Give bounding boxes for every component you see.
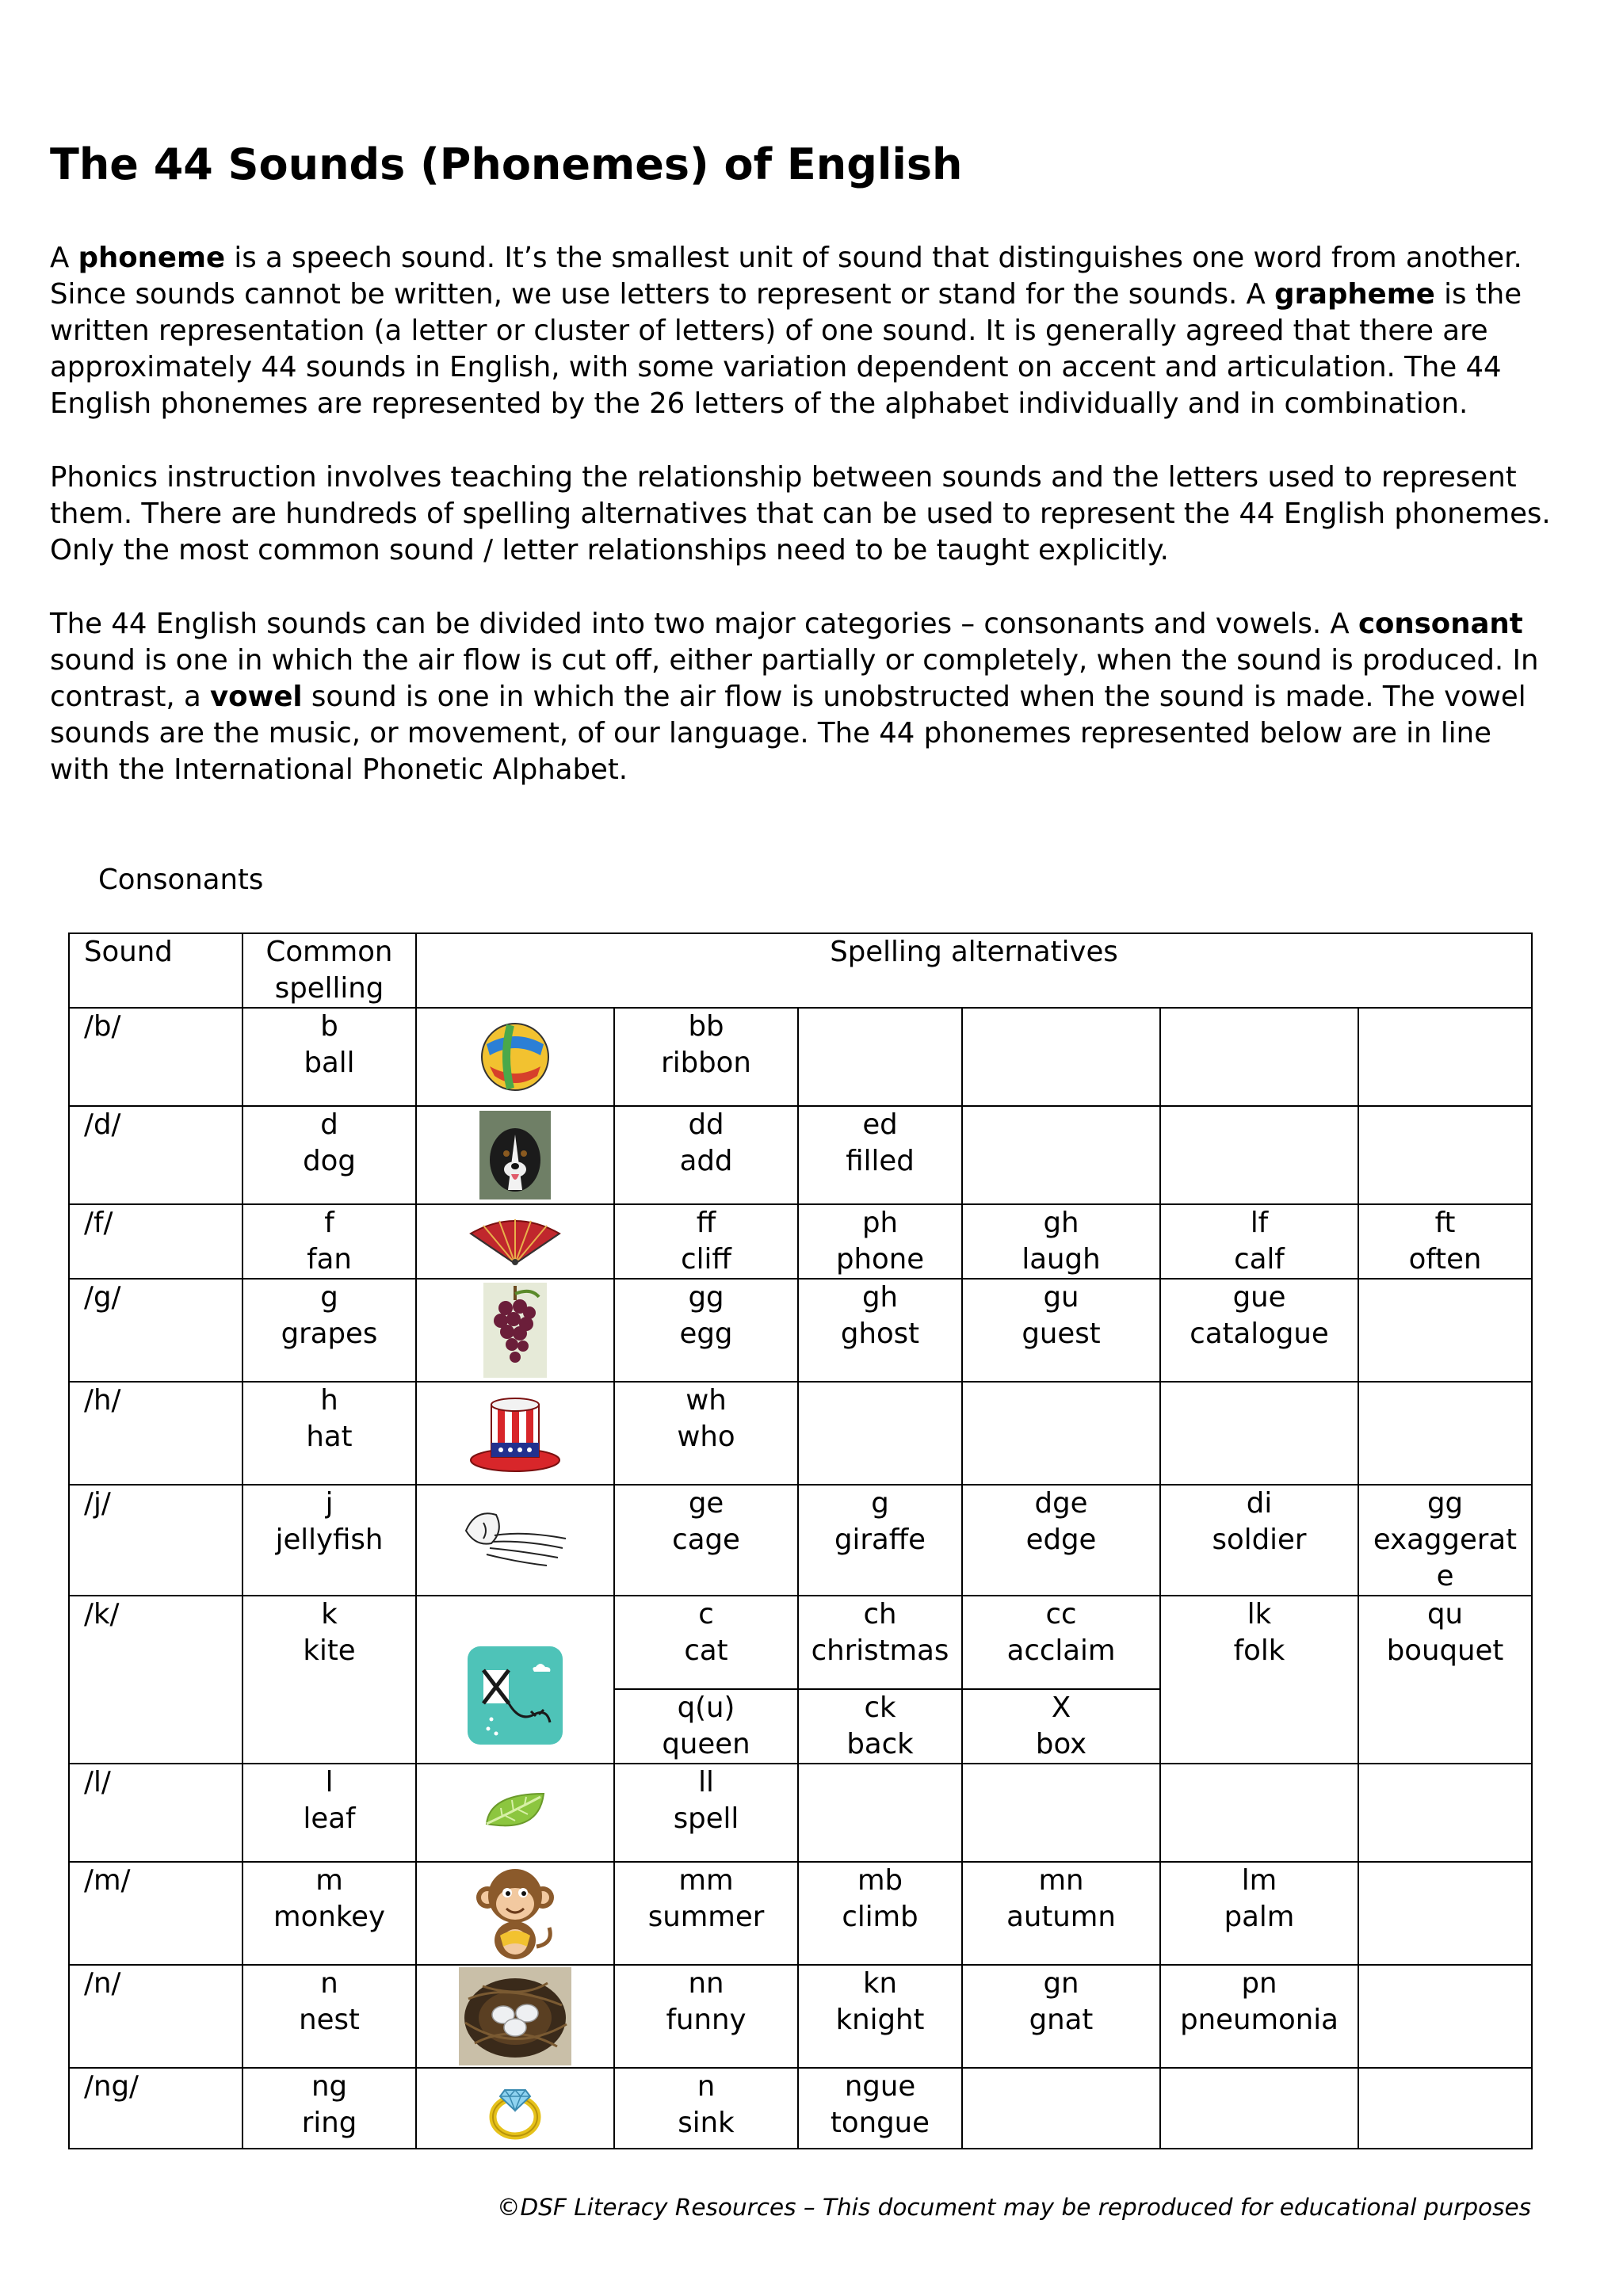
- table-row: [69, 1279, 1532, 1382]
- alt-spelling-cell: [962, 1764, 1160, 1862]
- alt-spelling-cell: [1358, 2068, 1532, 2149]
- picture-cell: [416, 1106, 614, 1204]
- table-row: [69, 1106, 1532, 1204]
- picture-cell: [416, 1596, 614, 1764]
- alt-spelling-cell: [1160, 1382, 1358, 1485]
- common-spelling-cell: h hat: [242, 1382, 416, 1485]
- picture-cell: [416, 1008, 614, 1106]
- alt-spelling-cell: dge edge: [962, 1485, 1160, 1596]
- alt-spelling-cell: lf calf: [1160, 1204, 1358, 1279]
- ball-icon: [479, 1020, 552, 1093]
- common-spelling-cell: g grapes: [242, 1279, 416, 1382]
- alt-spelling-cell: kn knight: [798, 1965, 962, 2068]
- alt-spelling-cell: mm summer: [614, 1862, 798, 1965]
- table-row: [69, 1596, 1532, 1689]
- common-spelling-cell: l leaf: [242, 1764, 416, 1862]
- alt-spelling-cell: wh who: [614, 1382, 798, 1485]
- alt-spelling-cell: [962, 1008, 1160, 1106]
- alt-spelling-cell: [962, 2068, 1160, 2149]
- page-title: The 44 Sounds (Phonemes) of English: [50, 139, 963, 189]
- term-phoneme: phoneme: [78, 242, 226, 274]
- common-spelling-cell: b ball: [242, 1008, 416, 1106]
- alt-spelling-cell: gh ghost: [798, 1279, 962, 1382]
- table-row: [69, 1862, 1532, 1965]
- alt-spelling-cell: cc acclaim: [962, 1596, 1160, 1689]
- alt-spelling-cell: mb climb: [798, 1862, 962, 1965]
- table-row: [69, 1764, 1532, 1862]
- alt-spelling-cell: ed filled: [798, 1106, 962, 1204]
- sound-cell: /k/: [69, 1596, 242, 1764]
- alt-spelling-cell: ch christmas: [798, 1596, 962, 1689]
- alt-spelling-cell: ff cliff: [614, 1204, 798, 1279]
- sound-cell: /g/: [69, 1279, 242, 1382]
- table-header-row: [69, 933, 1532, 1008]
- alt-spelling-cell: gh laugh: [962, 1204, 1160, 1279]
- picture-cell: [416, 1382, 614, 1485]
- table-row: [69, 1204, 1532, 1279]
- term-grapheme: grapheme: [1274, 278, 1435, 311]
- table-row: [69, 1965, 1532, 2068]
- table-row: [69, 1008, 1532, 1106]
- common-spelling-cell: ng ring: [242, 2068, 416, 2149]
- picture-cell: [416, 1279, 614, 1382]
- alt-spelling-cell: ck back: [798, 1689, 962, 1764]
- alt-spelling-cell: ll spell: [614, 1764, 798, 1862]
- alt-spelling-cell: [1160, 1008, 1358, 1106]
- nest-icon: [459, 1967, 571, 2065]
- alt-spelling-cell: [1358, 1862, 1532, 1965]
- sound-cell: /b/: [69, 1008, 242, 1106]
- intro-paragraph-3: The 44 English sounds can be divided into two major categories – consonants and vowels. A consonant sound is one in which the air flow is cut off, either partially or completely, when the sound is produced. In contrast, a vowel sound is one in which the air flow is unobstructed when the sound is made. The vowel sounds are the music, or movement, of our language. The 44 phonemes represented below are in line with the International Phonetic Alphabet.: [50, 608, 1539, 786]
- alt-spelling-cell: ngue tongue: [798, 2068, 962, 2149]
- alt-spelling-cell: gg exaggerat e: [1358, 1485, 1532, 1596]
- picture-cell: [416, 1204, 614, 1279]
- alt-spelling-cell: [962, 1382, 1160, 1485]
- alt-spelling-cell: pn pneumonia: [1160, 1965, 1358, 2068]
- alt-spelling-cell: ft often: [1358, 1204, 1532, 1279]
- term-consonant: consonant: [1358, 608, 1523, 640]
- alt-spelling-cell: q(u) queen: [614, 1689, 798, 1764]
- alt-spelling-cell: [1358, 1008, 1532, 1106]
- alt-spelling-cell: X box: [962, 1689, 1160, 1764]
- alt-spelling-cell: lm palm: [1160, 1862, 1358, 1965]
- alt-spelling-cell: nn funny: [614, 1965, 798, 2068]
- header-spelling-alternatives: Spelling alternatives: [416, 933, 1532, 1008]
- sound-cell: /d/: [69, 1106, 242, 1204]
- sound-cell: /ng/: [69, 2068, 242, 2149]
- monkey-icon: [472, 1864, 559, 1962]
- term-vowel: vowel: [210, 681, 303, 713]
- alt-spelling-cell: [798, 1008, 962, 1106]
- sound-cell: /n/: [69, 1965, 242, 2068]
- grapes-icon: [483, 1283, 547, 1378]
- alt-spelling-cell: bb ribbon: [614, 1008, 798, 1106]
- alt-spelling-cell: [1160, 1764, 1358, 1862]
- alt-spelling-cell: mn autumn: [962, 1862, 1160, 1965]
- table-row: [69, 1485, 1532, 1596]
- common-spelling-cell: f fan: [242, 1204, 416, 1279]
- alt-spelling-cell: [798, 1382, 962, 1485]
- alt-spelling-cell: [1358, 1382, 1532, 1485]
- alt-spelling-cell: c cat: [614, 1596, 798, 1689]
- alt-spelling-cell: [1160, 2068, 1358, 2149]
- picture-cell: [416, 1862, 614, 1965]
- kite-icon: [468, 1646, 563, 1745]
- hat-icon: [468, 1394, 563, 1473]
- alt-spelling-cell: gue catalogue: [1160, 1279, 1358, 1382]
- sound-cell: /l/: [69, 1764, 242, 1862]
- common-spelling-cell: m monkey: [242, 1862, 416, 1965]
- consonants-table: [68, 933, 1533, 2149]
- alt-spelling-cell: ph phone: [798, 1204, 962, 1279]
- header-sound: Sound: [69, 933, 242, 1008]
- alt-spelling-cell: gn gnat: [962, 1965, 1160, 2068]
- section-label-consonants: Consonants: [98, 864, 264, 896]
- picture-cell: [416, 1764, 614, 1862]
- alt-spelling-cell: [962, 1106, 1160, 1204]
- common-spelling-cell: j jellyfish: [242, 1485, 416, 1596]
- alt-spelling-cell: g giraffe: [798, 1485, 962, 1596]
- alt-spelling-cell: gu guest: [962, 1279, 1160, 1382]
- intro-paragraph-1: A phoneme is a speech sound. It’s the smallest unit of sound that distinguishes one word from another. Since sounds cannot be written, we use letters to represent or stand for the sounds. A grapheme is the written representation (a letter or cluster of letters) of one sound. It is generally agreed that there are approximately 44 sounds in English, with some variation dependent on accent and articulation. The 44 English phonemes are represented by the 26 letters of the alphabet individually and in combination.: [50, 242, 1522, 420]
- dog-icon: [479, 1111, 551, 1199]
- common-spelling-cell: k kite: [242, 1596, 416, 1764]
- picture-cell: [416, 1485, 614, 1596]
- alt-spelling-cell: qu bouquet: [1358, 1596, 1532, 1764]
- table-row: [69, 1382, 1532, 1485]
- jellyfish-icon: [460, 1507, 571, 1573]
- alt-spelling-cell: [1160, 1106, 1358, 1204]
- intro-paragraph-2: Phonics instruction involves teaching the relationship between sounds and the letters used to represent them. There are hundreds of spelling alternatives that can be used to represent the 44 English phonemes. Only the most common sound / letter relationships need to be taught explicitly.: [50, 461, 1551, 566]
- alt-spelling-cell: gg egg: [614, 1279, 798, 1382]
- alt-spelling-cell: di soldier: [1160, 1485, 1358, 1596]
- alt-spelling-cell: dd add: [614, 1106, 798, 1204]
- alt-spelling-cell: [798, 1764, 962, 1862]
- ring-icon: [487, 2076, 543, 2141]
- alt-spelling-cell: [1358, 1106, 1532, 1204]
- alt-spelling-cell: ge cage: [614, 1485, 798, 1596]
- alt-spelling-cell: n sink: [614, 2068, 798, 2149]
- picture-cell: [416, 1965, 614, 2068]
- common-spelling-cell: n nest: [242, 1965, 416, 2068]
- alt-spelling-cell: lk folk: [1160, 1596, 1358, 1764]
- table-row: [69, 2068, 1532, 2149]
- leaf-icon: [482, 1789, 548, 1836]
- common-spelling-cell: d dog: [242, 1106, 416, 1204]
- alt-spelling-cell: [1358, 1965, 1532, 2068]
- header-common-spelling: Common spelling: [242, 933, 416, 1008]
- sound-cell: /j/: [69, 1485, 242, 1596]
- alt-spelling-cell: [1358, 1764, 1532, 1862]
- alt-spelling-cell: [1358, 1279, 1532, 1382]
- picture-cell: [416, 2068, 614, 2149]
- sound-cell: /h/: [69, 1382, 242, 1485]
- fan-icon: [468, 1216, 563, 1267]
- sound-cell: /f/: [69, 1204, 242, 1279]
- copyright-footer: ©DSF Literacy Resources – This document may be reproduced for educational purposes: [496, 2194, 1531, 2221]
- sound-cell: /m/: [69, 1862, 242, 1965]
